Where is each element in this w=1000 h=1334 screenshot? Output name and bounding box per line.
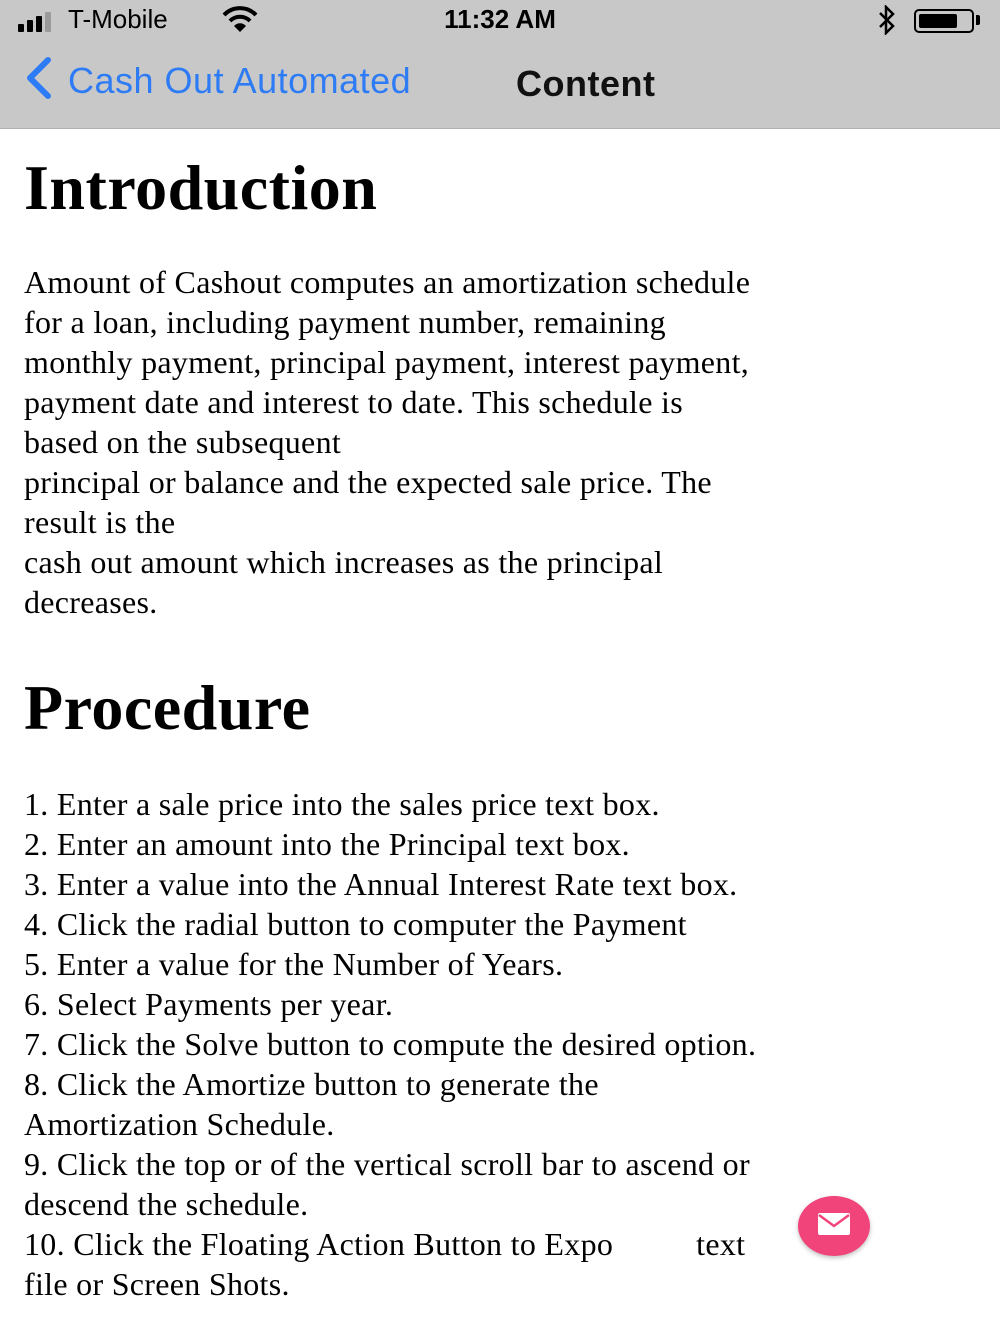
bluetooth-icon	[876, 5, 898, 40]
introduction-heading: Introduction	[24, 152, 378, 223]
floating-action-button[interactable]	[798, 1196, 870, 1256]
introduction-text: Amount of Cashout computes an amortization schedule for a loan, including payment number, remaining monthly payment, principal payment, interest payment, payment date and interest to date. This schedule is based on the subsequent principal or balance and the expected sale price. The result is the cash out amount which increases as the principal decreases.	[24, 264, 751, 620]
mail-icon	[817, 1212, 851, 1241]
clock: 11:32 AM	[444, 4, 556, 34]
battery-nub	[976, 15, 980, 25]
chevron-left-icon	[20, 54, 54, 107]
back-button[interactable]	[20, 54, 411, 107]
battery-icon	[914, 9, 974, 33]
page-title: Content	[516, 63, 656, 104]
top-bar	[0, 0, 1000, 129]
navigation-bar	[0, 54, 1000, 114]
status-bar	[0, 0, 1000, 42]
carrier-label: T-Mobile	[68, 4, 168, 34]
procedure-steps: 1. Enter a sale price into the sales price text box. 2. Enter an amount into the Principal text box. 3. Enter a value into the Annual Interest Rate text box. 4. Click the radial button to computer the Payment 5. Enter a value for the Number of Years. 6. Select Payments per year. 7. Click the Solve button to compute the desired option. 8. Click the Amortize button to generate the Amortization Schedule. 9. Click the top or of the vertical scroll bar to ascend or descend the schedule. 10. Click the Floating Action Button to Expo text file or Screen Shots.	[24, 786, 757, 1302]
procedure-heading: Procedure	[24, 672, 311, 743]
back-button-label: Cash Out Automated	[68, 59, 412, 101]
